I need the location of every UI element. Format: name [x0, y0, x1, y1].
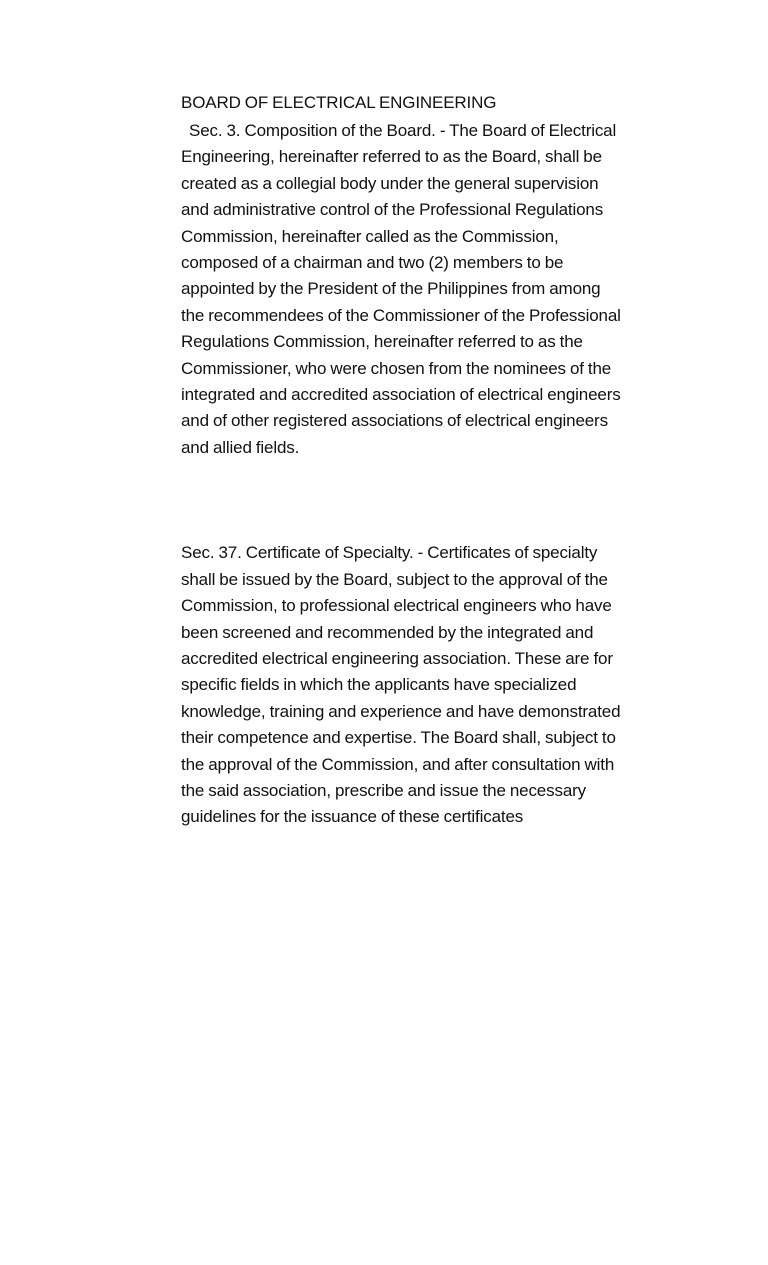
section-37-line: Sec. 37. Certificate of Specialty. - Certificates of specialty — [181, 543, 598, 563]
section-37-line: knowledge, training and experience and have demonstrated — [181, 701, 621, 721]
section-37-line: accredited electrical engineering association. These are for — [181, 648, 613, 668]
section-spacer — [181, 461, 677, 540]
section-37-line: Commission, to professional electrical engineers who have — [181, 596, 612, 616]
section-3-line: and allied fields. — [181, 437, 300, 457]
section-3-line: Engineering, hereinafter referred to as the Board, shall be — [181, 147, 602, 167]
section-3-line: Commissioner, who were chosen from the nominees of the — [181, 358, 612, 378]
section-3-line: composed of a chairman and two (2) members to be — [181, 253, 564, 273]
section-37-line: guidelines for the issuance of these certificates — [181, 807, 524, 827]
document-heading: BOARD OF ELECTRICAL ENGINEERING — [181, 93, 497, 112]
section-37-line: shall be issued by the Board, subject to the approval of the — [181, 569, 608, 589]
section-37-line: their competence and expertise. The Board shall, subject to — [181, 728, 616, 748]
section-3-line: Sec. 3. Composition of the Board. - The Board of Electrical — [189, 121, 617, 140]
section-3-line: created as a collegial body under the general supervision — [181, 173, 599, 193]
document-content — [181, 92, 677, 831]
section-37-line: been screened and recommended by the integrated and — [181, 622, 594, 642]
section-3-line: the recommendees of the Commissioner of the Professional — [181, 305, 621, 325]
section-37-line: specific fields in which the applicants have specialized — [181, 675, 577, 695]
section-3-line: integrated and accredited association of electrical engineers — [181, 385, 621, 405]
section-3-line: appointed by the President of the Philippines from among — [181, 279, 601, 299]
section-3-paragraph — [181, 118, 677, 461]
section-3-line: and of other registered associations of electrical engineers — [181, 411, 608, 431]
section-3-line: and administrative control of the Professional Regulations — [181, 200, 604, 220]
section-37-paragraph — [181, 540, 677, 830]
section-3-line: Commission, hereinafter called as the Commission, — [181, 226, 559, 246]
section-37-line: the approval of the Commission, and after consultation with — [181, 754, 615, 774]
section-37-line: the said association, prescribe and issue the necessary — [181, 780, 586, 800]
section-3-line: Regulations Commission, hereinafter referred to as the — [181, 332, 583, 352]
